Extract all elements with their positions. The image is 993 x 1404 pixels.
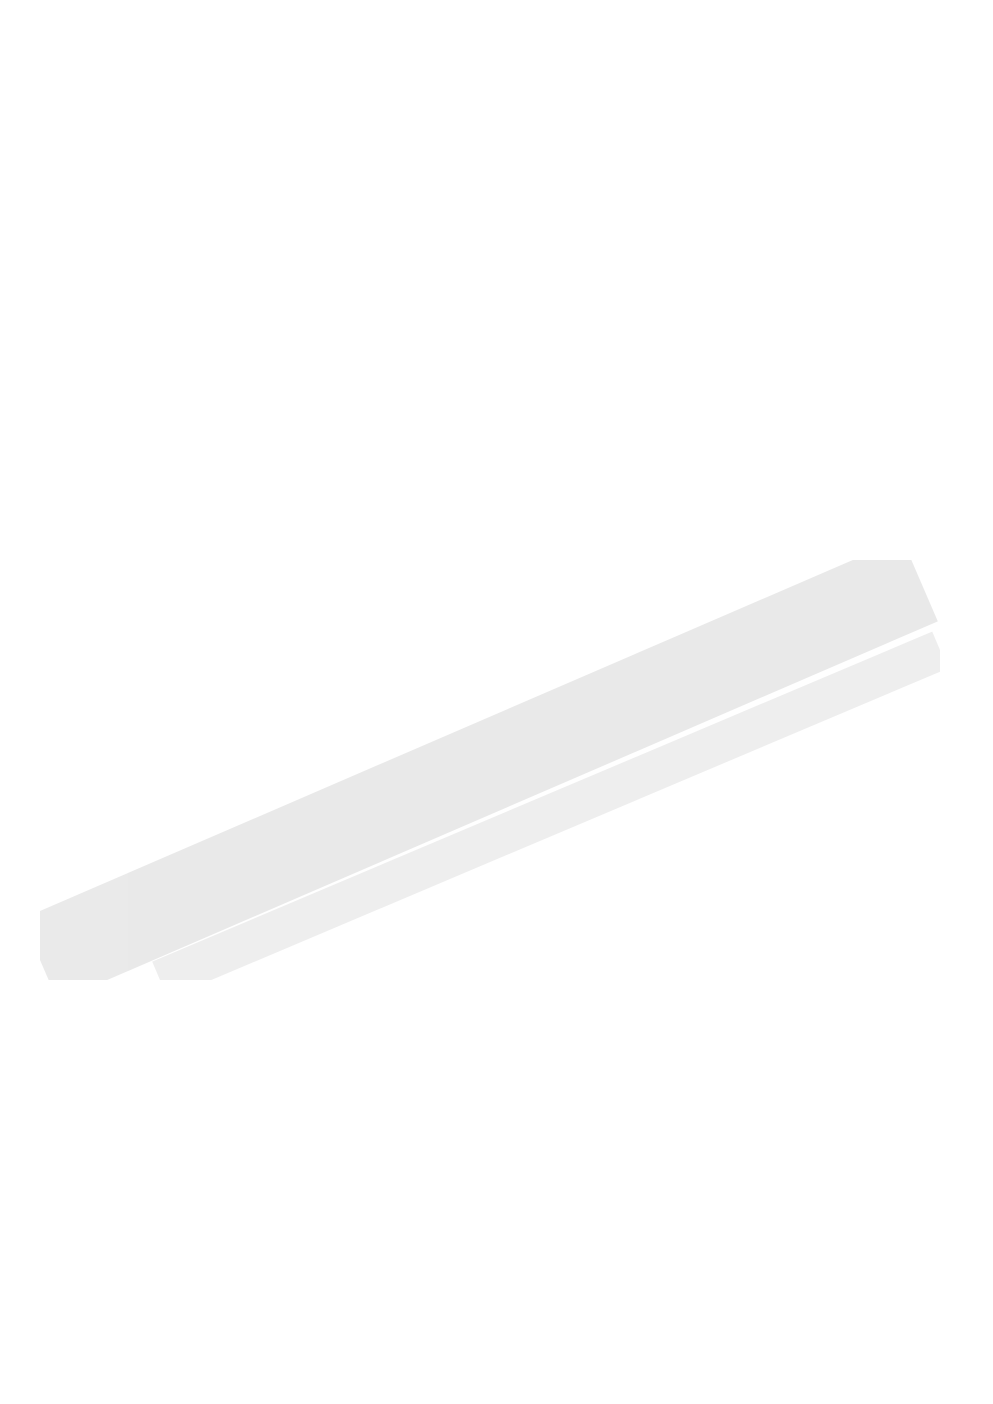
section-title-summary	[84, 142, 912, 163]
section-title-multi-choice	[84, 99, 912, 120]
module-heading	[84, 56, 912, 77]
document-body	[84, 32, 912, 163]
section-title-single-choice	[84, 77, 912, 98]
watermark-stamp	[40, 560, 940, 980]
section-title-judgement	[84, 120, 912, 141]
